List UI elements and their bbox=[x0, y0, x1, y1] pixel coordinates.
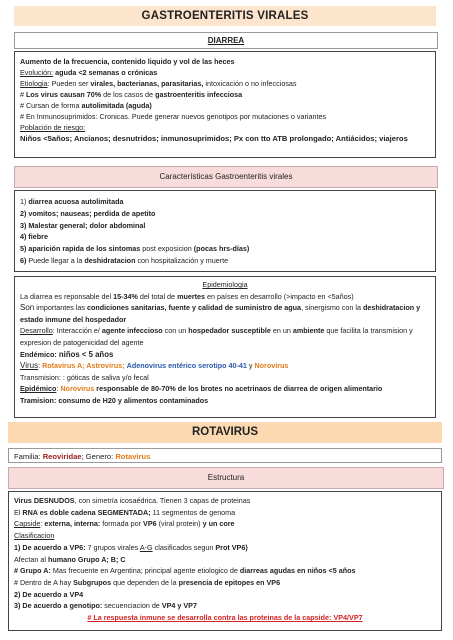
familia-value: Reoviridae bbox=[42, 452, 82, 461]
rotavirus-title: ROTAVIRUS bbox=[191, 426, 259, 438]
caracteristica-2: 2) vomitos; nauseas; perdida de apetito bbox=[20, 208, 156, 218]
est-line-1: Virus DESNUDOS, con simetría icosaédrica. Tienen 3 capas de proteinas bbox=[14, 496, 251, 505]
epidemiologia-box bbox=[14, 276, 436, 418]
epi-line-5: expresion de patogenicidad del agente bbox=[20, 337, 144, 347]
familia-line: Familia: Reoviridae; Genero: Rotavirus bbox=[8, 448, 442, 463]
diarrea-header bbox=[14, 32, 438, 49]
est-line-5: 1) De acuerdo a VP6: 7 grupos virales A-G clasificados segun Prot VP6) bbox=[14, 542, 248, 552]
diarrea-line-4: # Los virus causan 70% de los casos de gastroenteritis infecciosa bbox=[20, 90, 243, 99]
diarrea-line-6: # En Inmunosuprimidos: Cronicas. Puede generar nuevos genotipos por mutaciones o variantes bbox=[20, 112, 327, 121]
epi-line-2: Son importantes las condiciones sanitarias, fuente y calidad de suministro de agua, sinergismo con la deshidratacion y bbox=[20, 303, 421, 313]
est-line-2: El RNA es doble cadena SEGMENTADA; 11 segmentos de genoma bbox=[14, 507, 236, 517]
est-line-4: Clasificacion bbox=[14, 531, 55, 541]
estructura-box bbox=[8, 491, 442, 631]
caracteristica-4: 4) fiebre bbox=[20, 232, 48, 242]
epi-line-1: La diarrea es reponsable del 15-34% del total de muertes en países en desarrollo (>impacto en <5años) bbox=[20, 291, 354, 301]
est-line-8: # Dentro de A hay Subgrupos que dependen de la presencia de epitopes en VP6 bbox=[14, 577, 281, 587]
est-line-9: 2) De acuerdo a VP4 bbox=[14, 589, 84, 599]
diarrea-line-3: Etiologia: Pueden ser virales, bacterianas, parasitarias, intoxicación o no infecciosas bbox=[20, 79, 297, 88]
estructura-header bbox=[8, 467, 444, 489]
caracteristicas-header bbox=[14, 166, 438, 188]
diarrea-line-1: Aumento de la frecuencia, contenido liquido y vol de las heces bbox=[20, 57, 235, 66]
caracteristicas-box bbox=[14, 190, 436, 272]
caracteristicas-header-label: Características Gastroenteritis virales bbox=[159, 172, 293, 181]
epi-line-8: Transmision: : góticas de saliva y/o fecal bbox=[20, 372, 149, 382]
est-line-6: Afectan al humano Grupo A; B; C bbox=[14, 554, 126, 564]
epi-line-3: estado inmune del hospedador bbox=[20, 314, 127, 324]
epi-line-9: Epidémico: Norovirus responsable de 80-70% de los brotes no acetrinaos de diarrea de origen alimentario bbox=[20, 384, 383, 394]
caracteristica-6: 6) Puede llegar a la deshidratacion con hospitalización y muerte bbox=[20, 255, 229, 265]
caracteristica-3: 3) Malestar general; dolor abdominal bbox=[20, 220, 146, 230]
est-line-10: 3) De acuerdo a genotipo: secuenciacion de VP4 y VP7 bbox=[14, 601, 197, 611]
caracteristica-5: 5) aparición rapida de los sintomas post exposicion (pocas hrs-días) bbox=[20, 244, 250, 254]
genero-value: Rotavirus bbox=[115, 452, 151, 461]
epi-line-7: Virus: Rotavirus A; Astrovirus; Adenovirus entérico serotipo 40-41 y Norovirus bbox=[20, 361, 289, 371]
epi-line-6: Endémico: niños < 5 años bbox=[20, 349, 114, 359]
rotavirus-title-bar bbox=[8, 422, 442, 443]
diarrea-box bbox=[14, 51, 436, 158]
epi-line-4: Desarrollo: Interacción e/ agente infeccioso con un hospedador susceptible en un ambiente que facilita la transmision y bbox=[20, 326, 413, 336]
est-line-7: # Grupo A: Mas frecuente en Argentina; principal agente etiologico de diarreas agudas en niños <5 años bbox=[14, 566, 356, 576]
diarrea-header-label: DIARREA bbox=[207, 36, 245, 45]
page-title: GASTROENTERITIS VIRALES bbox=[14, 6, 436, 26]
epi-line-10: Tramision: consumo de H20 y alimentos contaminados bbox=[20, 395, 209, 405]
caracteristica-1: 1) diarrea acuosa autolimitada bbox=[20, 197, 124, 206]
estructura-header-label: Estructura bbox=[207, 473, 245, 482]
diarrea-line-8: Niños <5años; Ancianos; desnutridos; inmunosuprimidos; Px con tto ATB prolongado; Antiácidos; viajeros bbox=[20, 134, 408, 143]
diarrea-line-2: Evolución: aguda <2 semanas o crónicas bbox=[20, 68, 158, 77]
est-line-3: Capside: externa, interna: formada por VP6 (viral protein) y un core bbox=[14, 519, 235, 529]
diarrea-line-7: Población de riesgo: bbox=[20, 123, 86, 132]
epidemiologia-header: Epidemiologia bbox=[202, 280, 248, 289]
est-line-11: # La respuesta inmune se desarrolla contra las proteinas de la capside: VP4/VP7 bbox=[87, 613, 363, 623]
diarrea-line-5: # Cursan de forma autolimitada (aguda) bbox=[20, 101, 152, 110]
